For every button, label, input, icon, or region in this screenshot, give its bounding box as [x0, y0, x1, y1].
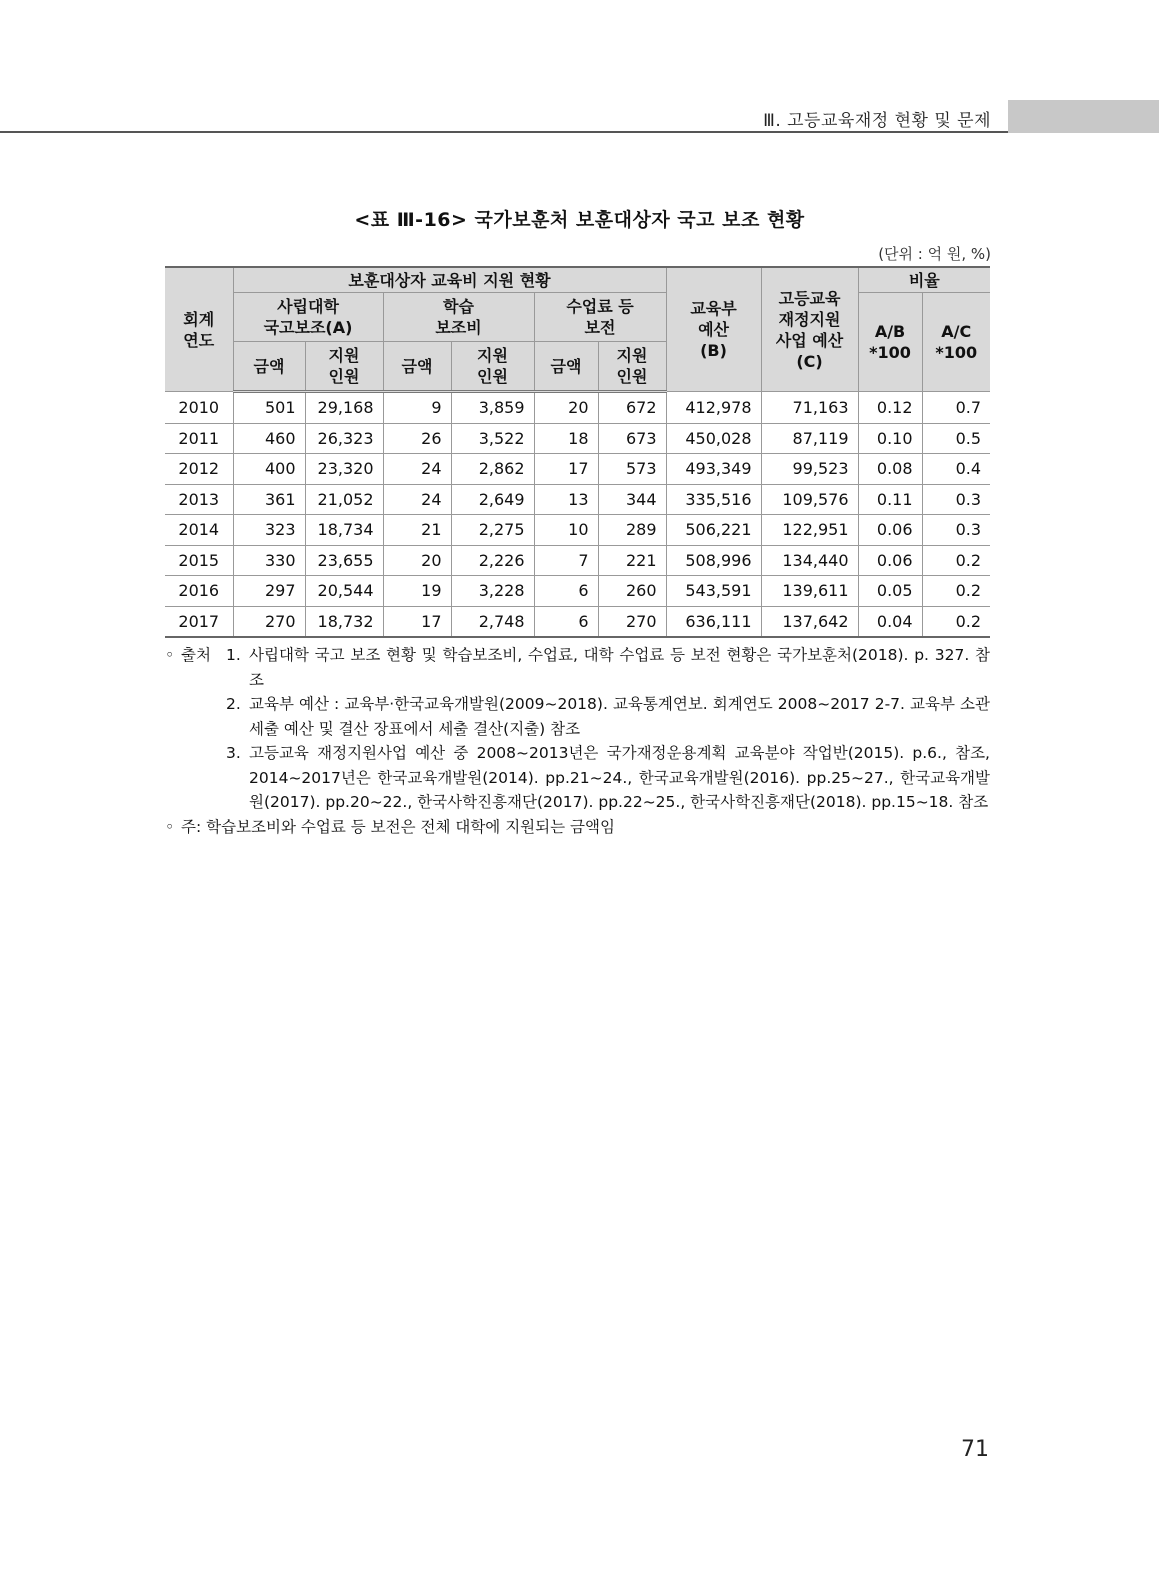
- header-private-univ: 사립대학 국고보조(A): [233, 293, 383, 342]
- table-cell: 18: [534, 423, 598, 454]
- table-cell: 0.08: [858, 454, 922, 485]
- table-cell: 0.2: [922, 545, 990, 576]
- table-cell: 400: [233, 454, 305, 485]
- source-number: 3.: [226, 744, 241, 762]
- table-cell: 573: [598, 454, 666, 485]
- note-bullet: ◦: [165, 646, 175, 664]
- table-cell: 0.10: [858, 423, 922, 454]
- table-cell: 0.2: [922, 606, 990, 637]
- source-text: 사립대학 국고 보조 현황 및 학습보조비, 수업료, 대학 수업료 등 보전 현황은 국가보훈처(2018). p. 327. 참조: [249, 646, 990, 689]
- source-text: 교육부 예산 : 교육부·한국교육개발원(2009~2018). 교육통계연보. 회계연도 2008~2017 2-7. 교육부 소관 세출 예산 및 결산 장표에서 세출 결산(지출) 참조: [249, 695, 990, 738]
- header-ab-ratio: A/B *100: [858, 293, 922, 392]
- page-number: 71: [961, 1437, 989, 1462]
- table-cell: 0.06: [858, 515, 922, 546]
- table-cell: 20,544: [305, 576, 383, 607]
- table-cell: 493,349: [666, 454, 761, 485]
- table-cell: 2,862: [451, 454, 534, 485]
- table-cell: 10: [534, 515, 598, 546]
- table-cell: 270: [598, 606, 666, 637]
- table-cell: 260: [598, 576, 666, 607]
- table-cell: 2,275: [451, 515, 534, 546]
- table-cell: 3,228: [451, 576, 534, 607]
- source-text: 고등교육 재정지원사업 예산 중 2008~2013년은 국가재정운용계획 교육분야 작업반(2015). p.6., 참조, 2014~2017년은 한국교육개발원(2014). pp.21~24., 한국교육개발원(2016). pp.25~27., 한국교육개발원(2017). pp.20~22., 한국사학진흥재단(2017). pp.22~25., 한국사학진흥재단(2018). pp.15~18. 참조: [249, 744, 990, 811]
- table-cell: 0.7: [922, 392, 990, 424]
- table-row: [165, 606, 990, 637]
- table-cell: 20: [534, 392, 598, 424]
- table-cell: 508,996: [666, 545, 761, 576]
- table-cell: 543,591: [666, 576, 761, 607]
- source-note-3: [165, 741, 990, 815]
- table-cell: 24: [383, 484, 451, 515]
- header-amount: 금액: [534, 342, 598, 392]
- table-row: [165, 545, 990, 576]
- table-cell: 21,052: [305, 484, 383, 515]
- table-row: [165, 454, 990, 485]
- chapter-title: Ⅲ. 고등교육재정 현황 및 문제: [763, 111, 991, 131]
- table-cell: 323: [233, 515, 305, 546]
- table-cell: 0.12: [858, 392, 922, 424]
- header-moe-budget: 교육부 예산 (B): [666, 267, 761, 392]
- year-cell: 2015: [165, 545, 233, 576]
- table-cell: 673: [598, 423, 666, 454]
- table-cell: 18,734: [305, 515, 383, 546]
- table-row: [165, 515, 990, 546]
- header-study-aid: 학습 보조비: [383, 293, 534, 342]
- table-cell: 6: [534, 576, 598, 607]
- table-cell: 361: [233, 484, 305, 515]
- table-cell: 0.05: [858, 576, 922, 607]
- remark-note: [165, 815, 990, 840]
- table-cell: 270: [233, 606, 305, 637]
- header-ratio: 비율: [858, 267, 990, 293]
- year-cell: 2017: [165, 606, 233, 637]
- table-cell: 99,523: [761, 454, 858, 485]
- table-cell: 0.04: [858, 606, 922, 637]
- table-cell: 0.3: [922, 515, 990, 546]
- table-cell: 23,320: [305, 454, 383, 485]
- table-cell: 0.2: [922, 576, 990, 607]
- table-cell: 2,226: [451, 545, 534, 576]
- table-cell: 17: [383, 606, 451, 637]
- table-cell: 221: [598, 545, 666, 576]
- table-cell: 0.11: [858, 484, 922, 515]
- table-cell: 109,576: [761, 484, 858, 515]
- table-cell: 29,168: [305, 392, 383, 424]
- table-cell: 6: [534, 606, 598, 637]
- year-cell: 2014: [165, 515, 233, 546]
- table-cell: 0.3: [922, 484, 990, 515]
- table-cell: 3,522: [451, 423, 534, 454]
- header-persons: 지원 인원: [451, 342, 534, 392]
- table-cell: 23,655: [305, 545, 383, 576]
- table-cell: 0.4: [922, 454, 990, 485]
- header-persons: 지원 인원: [305, 342, 383, 392]
- note-bullet: ◦: [165, 817, 175, 836]
- table-cell: 87,119: [761, 423, 858, 454]
- support-table: [165, 266, 990, 638]
- table-cell: 0.06: [858, 545, 922, 576]
- table-cell: 26: [383, 423, 451, 454]
- table-row: [165, 392, 990, 424]
- table-cell: 20: [383, 545, 451, 576]
- table-cell: 2,649: [451, 484, 534, 515]
- table-cell: 289: [598, 515, 666, 546]
- table-cell: 3,859: [451, 392, 534, 424]
- table-cell: 506,221: [666, 515, 761, 546]
- table-cell: 17: [534, 454, 598, 485]
- page-header: [0, 100, 1159, 134]
- source-number: 1.: [226, 646, 241, 664]
- table-cell: 24: [383, 454, 451, 485]
- source-number: 2.: [226, 695, 241, 713]
- year-cell: 2016: [165, 576, 233, 607]
- source-label: 출처: [181, 646, 211, 664]
- table-cell: 297: [233, 576, 305, 607]
- unit-note: (단위 : 억 원, %): [878, 245, 991, 263]
- table-cell: 134,440: [761, 545, 858, 576]
- table-cell: 450,028: [666, 423, 761, 454]
- header-persons: 지원 인원: [598, 342, 666, 392]
- table-cell: 139,611: [761, 576, 858, 607]
- table-cell: 460: [233, 423, 305, 454]
- table-cell: 18,732: [305, 606, 383, 637]
- table-row: [165, 484, 990, 515]
- table-cell: 2,748: [451, 606, 534, 637]
- table-cell: 19: [383, 576, 451, 607]
- header-ac-ratio: A/C *100: [922, 293, 990, 392]
- header-amount: 금액: [383, 342, 451, 392]
- table-cell: 21: [383, 515, 451, 546]
- header-gray-block: [1008, 100, 1159, 133]
- header-year: 회계 연도: [165, 267, 233, 392]
- header-support-group: 보훈대상자 교육비 지원 현황: [233, 267, 666, 293]
- table-cell: 672: [598, 392, 666, 424]
- table-cell: 344: [598, 484, 666, 515]
- table-cell: 26,323: [305, 423, 383, 454]
- year-cell: 2013: [165, 484, 233, 515]
- table-cell: 501: [233, 392, 305, 424]
- year-cell: 2011: [165, 423, 233, 454]
- table-cell: 330: [233, 545, 305, 576]
- notes: [165, 643, 990, 839]
- table-cell: 71,163: [761, 392, 858, 424]
- year-cell: 2010: [165, 392, 233, 424]
- table-cell: 13: [534, 484, 598, 515]
- table-cell: 122,951: [761, 515, 858, 546]
- table-cell: 412,978: [666, 392, 761, 424]
- table-cell: 137,642: [761, 606, 858, 637]
- year-cell: 2012: [165, 454, 233, 485]
- table-cell: 9: [383, 392, 451, 424]
- header-he-budget: 고등교육 재정지원 사업 예산 (C): [761, 267, 858, 392]
- table-cell: 0.5: [922, 423, 990, 454]
- header-tuition: 수업료 등 보전: [534, 293, 666, 342]
- source-note-2: [165, 692, 990, 741]
- table-cell: 7: [534, 545, 598, 576]
- table-body: [165, 392, 990, 638]
- header-rule: [0, 131, 1008, 133]
- source-note-1: [165, 643, 990, 692]
- header-amount: 금액: [233, 342, 305, 392]
- remark-text: 주: 학습보조비와 수업료 등 보전은 전체 대학에 지원되는 금액임: [181, 817, 615, 836]
- table-cell: 335,516: [666, 484, 761, 515]
- table-row: [165, 576, 990, 607]
- table-title: <표 Ⅲ-16> 국가보훈처 보훈대상자 국고 보조 현황: [354, 209, 805, 231]
- table-cell: 636,111: [666, 606, 761, 637]
- table-row: [165, 423, 990, 454]
